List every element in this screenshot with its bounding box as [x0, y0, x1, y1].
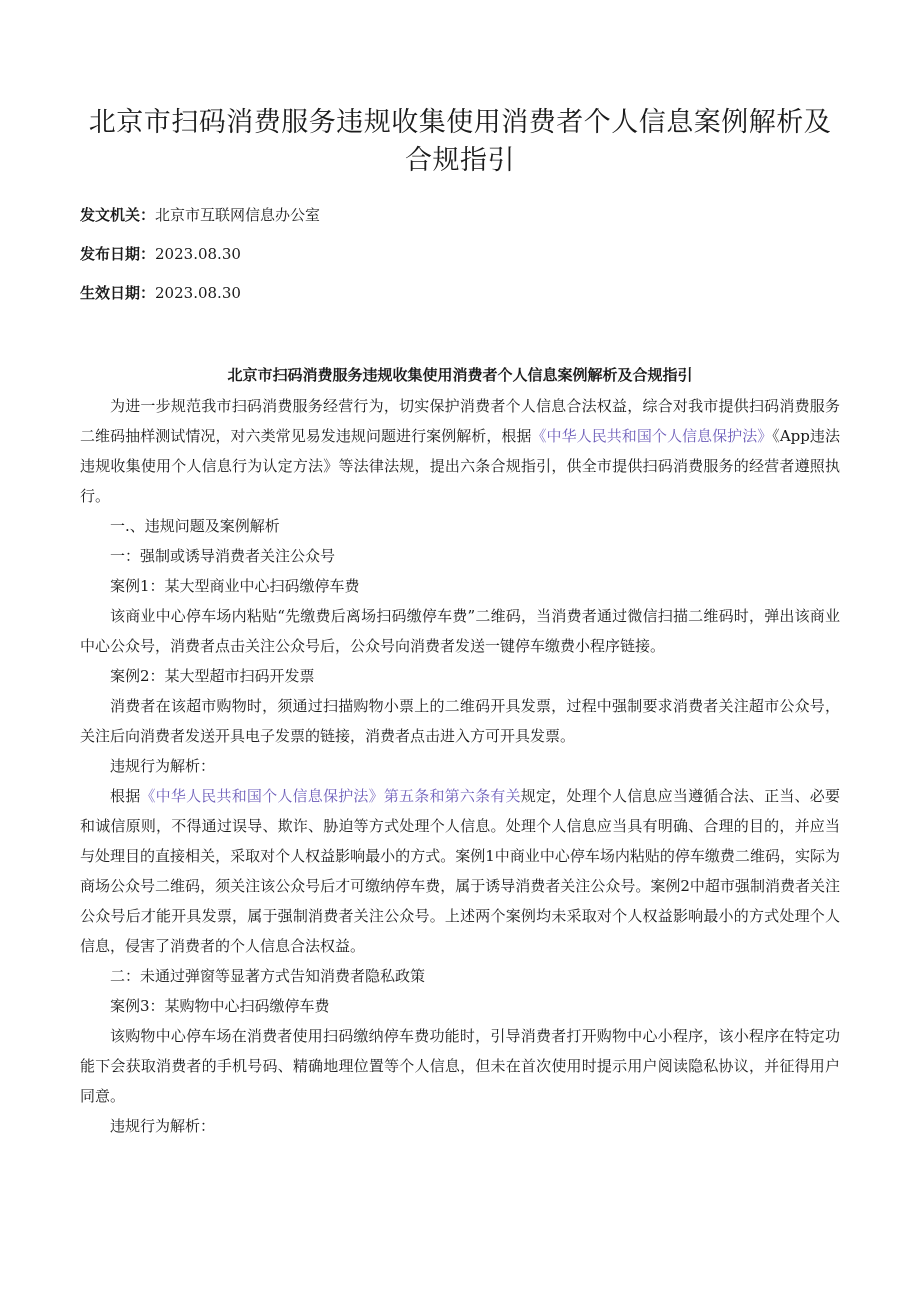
analysis-label-1: 违规行为解析： [110, 757, 216, 775]
effective-date-line [80, 282, 241, 304]
pipl-link[interactable]: 《中华人民共和国个人信息保护法》 [531, 427, 773, 445]
publish-date-label: 发布日期： [80, 245, 156, 263]
case-1-text: 该商业中心停车场内粘贴“先缴费后离场扫码缴停车费”二维码，当消费者通过微信扫描二维码时，弹出该商业中心公众号，消费者点击关注公众号后，公众号向消费者发送一键停车缴费小程序链接。 [80, 607, 840, 655]
case-3-title: 案例3：某购物中心扫码缴停车费 [110, 997, 330, 1015]
issuer-label: 发文机关： [80, 206, 156, 224]
issuer-line [80, 204, 320, 226]
section-heading-1: 一.、违规问题及案例解析 [110, 517, 280, 535]
document-title: 北京市扫码消费服务违规收集使用消费者个人信息案例解析及合规指引 [88, 107, 832, 176]
case-1-title: 案例1：某大型商业中心扫码缴停车费 [110, 577, 360, 595]
document-body [80, 391, 840, 1141]
issuer-value: 北京市互联网信息办公室 [155, 206, 321, 224]
publish-date-value: 2023.08.30 [155, 245, 241, 263]
issue-heading-2: 二：未通过弹窗等显著方式告知消费者隐私政策 [110, 967, 426, 985]
analysis-paragraph-1: 根据《中华人民共和国个人信息保护法》第五条和第六条有关规定，处理个人信息应当遵循合法、正当、必要和诚信原则，不得通过误导、欺诈、胁迫等方式处理个人信息。处理个人信息应当具有明确、合理的目的，并应当与处理目的直接相关，采取对个人权益影响最小的方式。案例1中商业中心停车场内粘贴的停车缴费二维码，实际为商场公众号二维码，须关注该公众号后才可缴纳停车费，属于诱导消费者关注公众号。案例2中超市强制消费者关注公众号后才能开具发票，属于强制消费者关注公众号。上述两个案例均未采取对个人权益影响最小的方式处理个人信息，侵害了消费者的个人信息合法权益。 [80, 787, 840, 955]
intro-paragraph: 为进一步规范我市扫码消费服务经营行为，切实保护消费者个人信息合法权益，综合对我市提供扫码消费服务二维码抽样测试情况，对六类常见易发违规问题进行案例解析，根据《中华人民共和国个人信息保护法》《App违法违规收集使用个人信息行为认定方法》等法律法规，提出六条合规指引，供全市提供扫码消费服务的经营者遵照执行。 [80, 397, 840, 505]
issue-heading-1: 一：强制或诱导消费者关注公众号 [110, 547, 336, 565]
case-2-text: 消费者在该超市购物时，须通过扫描购物小票上的二维码开具发票，过程中强制要求消费者关注超市公众号，关注后向消费者发送开具电子发票的链接，消费者点击进入方可开具发票。 [80, 697, 840, 745]
publish-date-line [80, 243, 241, 265]
case-2-title: 案例2：某大型超市扫码开发票 [110, 667, 315, 685]
analysis-label-2: 违规行为解析： [110, 1117, 216, 1135]
pipl-article-link[interactable]: 《中华人民共和国个人信息保护法》第五条和第六条有关 [140, 787, 521, 805]
effective-date-value: 2023.08.30 [155, 284, 241, 302]
effective-date-label: 生效日期： [80, 284, 156, 302]
case-3-text: 该购物中心停车场在消费者使用扫码缴纳停车费功能时，引导消费者打开购物中心小程序，该小程序在特定功能下会获取消费者的手机号码、精确地理位置等个人信息，但未在首次使用时提示用户阅读隐私协议，并征得用户同意。 [80, 1027, 840, 1105]
document-subtitle: 北京市扫码消费服务违规收集使用消费者个人信息案例解析及合规指引 [227, 366, 693, 384]
